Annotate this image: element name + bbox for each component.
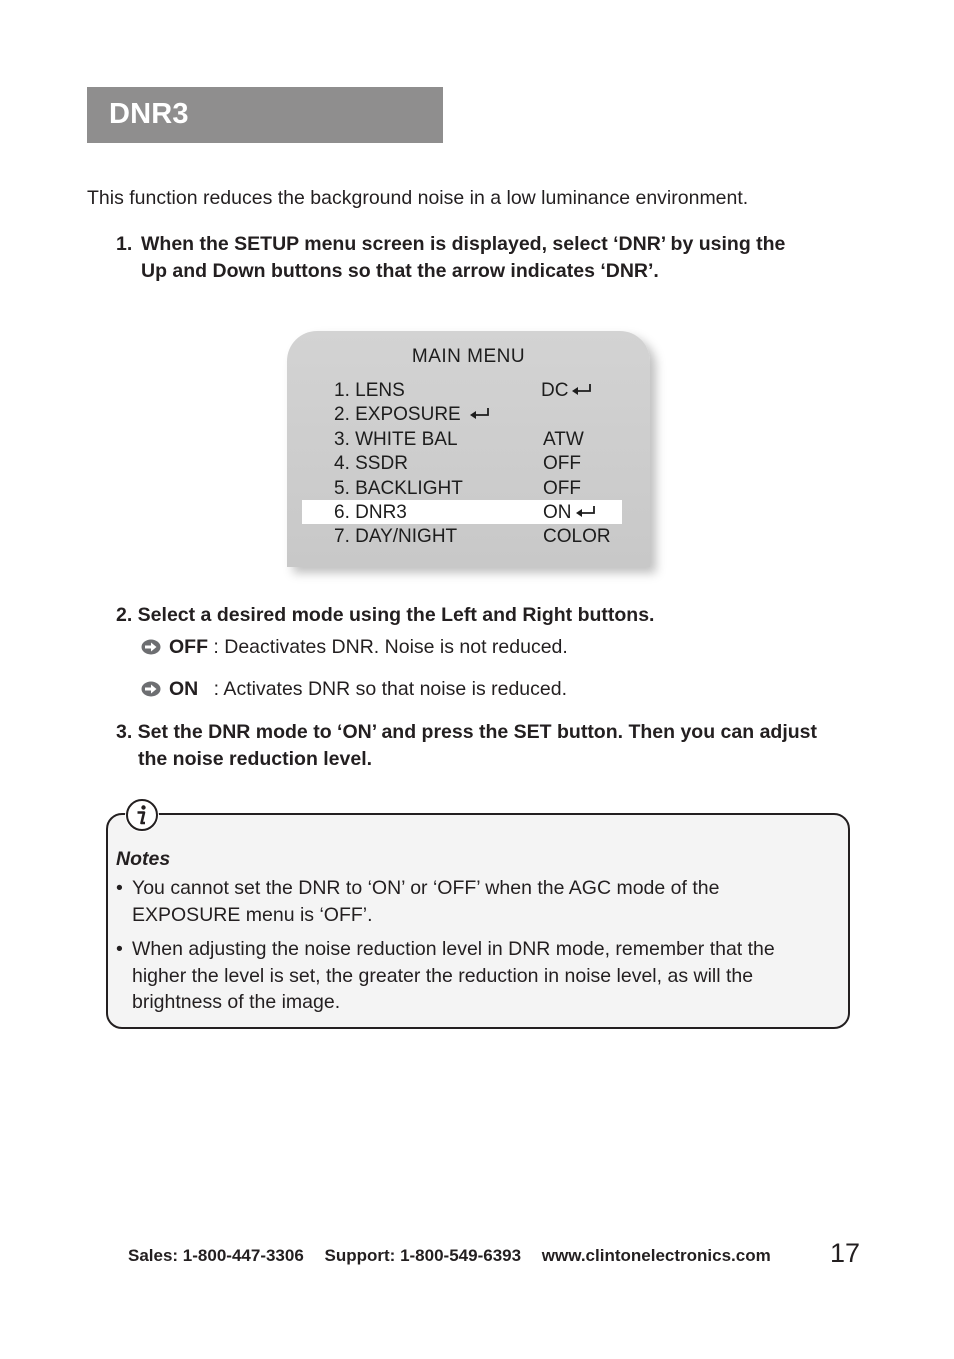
menu-row-value-text: ON — [543, 502, 572, 523]
option-off — [141, 636, 568, 659]
enter-arrow-icon — [469, 407, 491, 421]
menu-row — [287, 380, 650, 404]
bullet-dot: • — [116, 938, 123, 960]
option-off-key: OFF — [169, 636, 208, 658]
menu-row — [287, 526, 650, 550]
step-1-line-1: When the SETUP menu screen is displayed, select ‘DNR’ by using the — [141, 233, 786, 255]
menu-row — [287, 478, 650, 502]
menu-row — [287, 502, 650, 526]
menu-row-value-text: OFF — [543, 477, 581, 499]
note-1-line-1: You cannot set the DNR to ‘ON’ or ‘OFF’ when the AGC mode of the — [132, 877, 720, 899]
menu-row-value — [543, 502, 597, 524]
menu-row-value-text: OFF — [543, 453, 581, 475]
arrow-bullet-icon — [141, 639, 161, 655]
footer-support: Support: 1-800-549-6393 — [324, 1246, 522, 1265]
menu-row-label: 2. EXPOSURE — [334, 404, 491, 426]
note-1-line-2: EXPOSURE menu is ‘OFF’. — [132, 904, 373, 926]
arrow-bullet-icon — [141, 681, 161, 697]
enter-arrow-icon — [575, 505, 597, 519]
step-3-line-2: the noise reduction level. — [138, 748, 373, 770]
menu-screen-title: MAIN MENU — [411, 346, 526, 367]
footer-sales: Sales: 1-800-447-3306 — [128, 1246, 304, 1265]
note-2-line-2: higher the level is set, the greater the reduction in noise level, as will the — [132, 965, 754, 987]
option-on — [141, 678, 567, 701]
menu-row — [287, 404, 650, 428]
menu-row — [287, 453, 650, 477]
step-3-line-1: 3. Set the DNR mode to ‘ON’ and press the SET button. Then you can adjust — [116, 721, 817, 743]
footer-website[interactable]: www.clintonelectronics.com — [541, 1246, 771, 1265]
menu-row-label: 1. LENS — [334, 380, 405, 401]
section-title: DNR3 — [109, 98, 189, 130]
menu-row-label: 4. SSDR — [334, 453, 408, 475]
menu-row-value — [543, 453, 581, 475]
step-2-heading: 2. Select a desired mode using the Left and Right buttons. — [116, 604, 655, 626]
option-on-desc: : Activates DNR so that noise is reduced. — [213, 678, 568, 700]
menu-row — [287, 429, 650, 453]
step-1 — [116, 231, 836, 287]
option-on-key: ON — [169, 678, 199, 700]
menu-row-label: 5. BACKLIGHT — [334, 477, 463, 499]
menu-row-value — [541, 380, 593, 402]
section-header-bar — [87, 87, 443, 143]
menu-row-value — [543, 429, 584, 451]
notes-title: Notes — [116, 848, 171, 870]
menu-screen-image — [287, 331, 650, 567]
step-1-line-2: Up and Down buttons so that the arrow indicates ‘DNR’. — [141, 260, 659, 282]
menu-row-value — [543, 526, 611, 548]
enter-arrow-icon — [571, 383, 593, 397]
intro-paragraph: This function reduces the background noise in a low luminance environment. — [87, 187, 749, 209]
menu-row-value — [543, 478, 581, 500]
bullet-dot: • — [116, 877, 123, 899]
menu-row-label: 3. WHITE BAL — [334, 428, 458, 450]
step-1-number: 1. — [116, 233, 133, 255]
info-icon — [125, 798, 159, 832]
menu-row-value-text: DC — [541, 380, 569, 401]
menu-row-value-text: ATW — [543, 428, 584, 450]
footer-contacts — [128, 1246, 787, 1266]
note-2-line-1: When adjusting the noise reduction level in DNR mode, remember that the — [132, 938, 775, 960]
option-off-desc: : Deactivates DNR. Noise is not reduced. — [213, 636, 568, 658]
menu-row-value-text: COLOR — [543, 526, 611, 548]
menu-row-label: 6. DNR3 — [334, 502, 407, 523]
page-number: 17 — [830, 1238, 861, 1268]
step-3 — [116, 719, 846, 775]
note-2-line-3: brightness of the image. — [132, 991, 341, 1013]
menu-row-label: 7. DAY/NIGHT — [334, 526, 458, 548]
